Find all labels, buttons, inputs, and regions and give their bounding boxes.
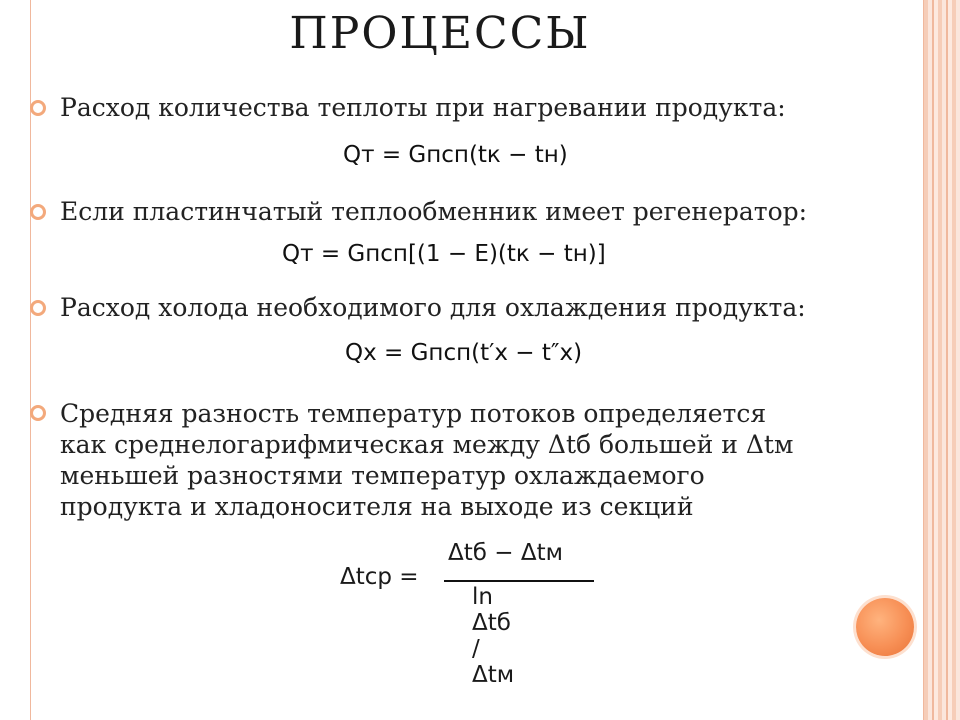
formula-1: Qт = Gпcп(tк − tн) [343, 142, 568, 168]
fraction-bar [444, 580, 594, 582]
item-4-line-3: меньшей разностями температур охлаждаемого [60, 461, 705, 490]
bullet-icon [30, 405, 46, 421]
item-3-text: Расход холода необходимого для охлаждения продукта: [60, 293, 806, 322]
formula-3: Qх = Gпcп(t′х − t″х) [345, 340, 583, 366]
item-1-text: Расход количества теплоты при нагревании продукта: [60, 93, 786, 122]
bullet-icon [30, 100, 46, 116]
item-4-line-2: как среднелогарифмическая между Δtб большей и Δtм [60, 430, 794, 459]
item-4-line-4: продукта и хладоносителя на выходе из секций [60, 492, 694, 521]
item-2-text: Если пластинчатый теплообменник имеет регенератор: [60, 197, 808, 226]
item-4-line-1: Средняя разность температур потоков определяется [60, 399, 767, 428]
formula-denominator: ln Δtб / Δtм [472, 584, 515, 688]
formula-2: Qт = Gпcп[(1 − E)(tк − tн)] [282, 241, 606, 267]
slide-title: ПРОЦЕССЫ [289, 8, 591, 59]
formula-numerator: Δtб − Δtм [448, 540, 563, 566]
decorative-orb [856, 598, 914, 656]
bullet-icon [30, 300, 46, 316]
decorative-stripes [924, 0, 960, 720]
formula-lhs: Δtср = [340, 564, 419, 590]
bullet-icon [30, 204, 46, 220]
